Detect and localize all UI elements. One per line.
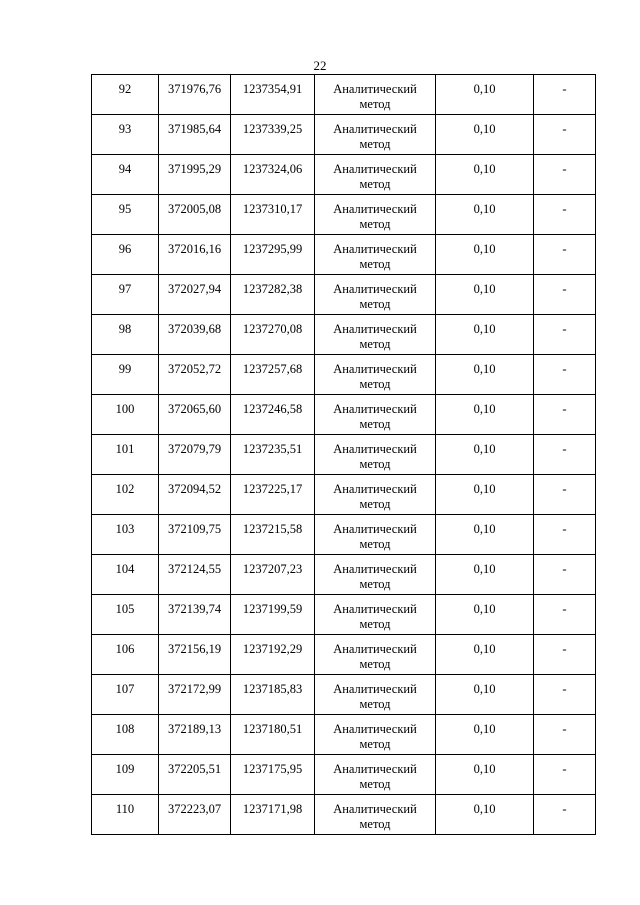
method-line-1: Аналитический xyxy=(333,722,417,736)
precision-cell: 0,10 xyxy=(436,595,534,635)
method-line-2: метод xyxy=(359,537,391,551)
note-cell: - xyxy=(534,595,596,635)
precision-cell: 0,10 xyxy=(436,515,534,555)
point-number-cell: 93 xyxy=(92,115,159,155)
method-line-2: метод xyxy=(359,737,391,751)
note-cell: - xyxy=(534,395,596,435)
precision-cell: 0,10 xyxy=(436,395,534,435)
y-coordinate-cell: 1237354,91 xyxy=(231,75,315,115)
method-line-2: метод xyxy=(359,497,391,511)
method-cell xyxy=(315,235,436,275)
y-coordinate-cell: 1237257,68 xyxy=(231,355,315,395)
x-coordinate-cell: 372205,51 xyxy=(159,755,231,795)
method-cell xyxy=(315,555,436,595)
method-line-2: метод xyxy=(359,97,391,111)
method-line-2: метод xyxy=(359,697,391,711)
method-line-2: метод xyxy=(359,817,391,831)
method-line-1: Аналитический xyxy=(333,282,417,296)
coordinates-table-body xyxy=(92,75,596,835)
note-cell: - xyxy=(534,155,596,195)
table-row xyxy=(92,275,596,315)
method-cell xyxy=(315,515,436,555)
x-coordinate-cell: 372109,75 xyxy=(159,515,231,555)
note-cell: - xyxy=(534,515,596,555)
x-coordinate-cell: 372156,19 xyxy=(159,635,231,675)
note-cell: - xyxy=(534,715,596,755)
x-coordinate-cell: 371976,76 xyxy=(159,75,231,115)
precision-cell: 0,10 xyxy=(436,155,534,195)
table-row xyxy=(92,635,596,675)
precision-cell: 0,10 xyxy=(436,635,534,675)
table-row xyxy=(92,555,596,595)
y-coordinate-cell: 1237199,59 xyxy=(231,595,315,635)
x-coordinate-cell: 372094,52 xyxy=(159,475,231,515)
y-coordinate-cell: 1237171,98 xyxy=(231,795,315,835)
point-number-cell: 107 xyxy=(92,675,159,715)
method-line-1: Аналитический xyxy=(333,402,417,416)
point-number-cell: 95 xyxy=(92,195,159,235)
method-line-1: Аналитический xyxy=(333,122,417,136)
precision-cell: 0,10 xyxy=(436,235,534,275)
method-line-1: Аналитический xyxy=(333,642,417,656)
y-coordinate-cell: 1237180,51 xyxy=(231,715,315,755)
point-number-cell: 99 xyxy=(92,355,159,395)
point-number-cell: 100 xyxy=(92,395,159,435)
y-coordinate-cell: 1237185,83 xyxy=(231,675,315,715)
y-coordinate-cell: 1237225,17 xyxy=(231,475,315,515)
table-row xyxy=(92,155,596,195)
method-cell xyxy=(315,355,436,395)
y-coordinate-cell: 1237339,25 xyxy=(231,115,315,155)
note-cell: - xyxy=(534,315,596,355)
note-cell: - xyxy=(534,435,596,475)
method-line-1: Аналитический xyxy=(333,442,417,456)
method-line-2: метод xyxy=(359,657,391,671)
method-line-1: Аналитический xyxy=(333,82,417,96)
y-coordinate-cell: 1237207,23 xyxy=(231,555,315,595)
method-line-1: Аналитический xyxy=(333,242,417,256)
x-coordinate-cell: 372079,79 xyxy=(159,435,231,475)
method-cell xyxy=(315,635,436,675)
method-line-2: метод xyxy=(359,137,391,151)
method-line-2: метод xyxy=(359,577,391,591)
table-row xyxy=(92,595,596,635)
x-coordinate-cell: 371995,29 xyxy=(159,155,231,195)
method-line-2: метод xyxy=(359,457,391,471)
method-line-2: метод xyxy=(359,217,391,231)
x-coordinate-cell: 371985,64 xyxy=(159,115,231,155)
coordinates-table xyxy=(91,74,596,835)
x-coordinate-cell: 372065,60 xyxy=(159,395,231,435)
point-number-cell: 96 xyxy=(92,235,159,275)
table-row xyxy=(92,435,596,475)
method-line-1: Аналитический xyxy=(333,602,417,616)
method-line-2: метод xyxy=(359,177,391,191)
table-row xyxy=(92,675,596,715)
method-cell xyxy=(315,715,436,755)
precision-cell: 0,10 xyxy=(436,275,534,315)
method-cell xyxy=(315,75,436,115)
x-coordinate-cell: 372005,08 xyxy=(159,195,231,235)
method-line-1: Аналитический xyxy=(333,162,417,176)
table-row xyxy=(92,715,596,755)
note-cell: - xyxy=(534,235,596,275)
note-cell: - xyxy=(534,115,596,155)
precision-cell: 0,10 xyxy=(436,355,534,395)
note-cell: - xyxy=(534,795,596,835)
y-coordinate-cell: 1237270,08 xyxy=(231,315,315,355)
table-row xyxy=(92,795,596,835)
method-line-1: Аналитический xyxy=(333,322,417,336)
method-cell xyxy=(315,795,436,835)
x-coordinate-cell: 372124,55 xyxy=(159,555,231,595)
x-coordinate-cell: 372039,68 xyxy=(159,315,231,355)
table-row xyxy=(92,755,596,795)
method-cell xyxy=(315,275,436,315)
y-coordinate-cell: 1237246,58 xyxy=(231,395,315,435)
method-line-1: Аналитический xyxy=(333,362,417,376)
precision-cell: 0,10 xyxy=(436,195,534,235)
method-line-2: метод xyxy=(359,377,391,391)
method-line-1: Аналитический xyxy=(333,562,417,576)
note-cell: - xyxy=(534,675,596,715)
table-row xyxy=(92,315,596,355)
method-line-1: Аналитический xyxy=(333,482,417,496)
point-number-cell: 110 xyxy=(92,795,159,835)
point-number-cell: 105 xyxy=(92,595,159,635)
note-cell: - xyxy=(534,475,596,515)
table-row xyxy=(92,115,596,155)
y-coordinate-cell: 1237175,95 xyxy=(231,755,315,795)
method-cell xyxy=(315,755,436,795)
table-row xyxy=(92,75,596,115)
method-line-1: Аналитический xyxy=(333,202,417,216)
precision-cell: 0,10 xyxy=(436,555,534,595)
precision-cell: 0,10 xyxy=(436,75,534,115)
method-line-2: метод xyxy=(359,777,391,791)
precision-cell: 0,10 xyxy=(436,475,534,515)
y-coordinate-cell: 1237215,58 xyxy=(231,515,315,555)
note-cell: - xyxy=(534,75,596,115)
point-number-cell: 102 xyxy=(92,475,159,515)
y-coordinate-cell: 1237235,51 xyxy=(231,435,315,475)
note-cell: - xyxy=(534,355,596,395)
method-line-2: метод xyxy=(359,257,391,271)
table-row xyxy=(92,355,596,395)
precision-cell: 0,10 xyxy=(436,115,534,155)
point-number-cell: 106 xyxy=(92,635,159,675)
method-line-1: Аналитический xyxy=(333,762,417,776)
x-coordinate-cell: 372172,99 xyxy=(159,675,231,715)
method-cell xyxy=(315,475,436,515)
table-row xyxy=(92,395,596,435)
point-number-cell: 94 xyxy=(92,155,159,195)
method-line-2: метод xyxy=(359,337,391,351)
note-cell: - xyxy=(534,195,596,235)
table-row xyxy=(92,475,596,515)
point-number-cell: 108 xyxy=(92,715,159,755)
point-number-cell: 98 xyxy=(92,315,159,355)
table-row xyxy=(92,235,596,275)
y-coordinate-cell: 1237295,99 xyxy=(231,235,315,275)
point-number-cell: 101 xyxy=(92,435,159,475)
note-cell: - xyxy=(534,755,596,795)
y-coordinate-cell: 1237192,29 xyxy=(231,635,315,675)
point-number-cell: 109 xyxy=(92,755,159,795)
x-coordinate-cell: 372027,94 xyxy=(159,275,231,315)
point-number-cell: 103 xyxy=(92,515,159,555)
table-row xyxy=(92,195,596,235)
method-cell xyxy=(315,155,436,195)
method-line-2: метод xyxy=(359,617,391,631)
x-coordinate-cell: 372139,74 xyxy=(159,595,231,635)
precision-cell: 0,10 xyxy=(436,435,534,475)
method-line-1: Аналитический xyxy=(333,682,417,696)
precision-cell: 0,10 xyxy=(436,315,534,355)
y-coordinate-cell: 1237282,38 xyxy=(231,275,315,315)
method-line-2: метод xyxy=(359,417,391,431)
method-line-2: метод xyxy=(359,297,391,311)
method-line-1: Аналитический xyxy=(333,522,417,536)
x-coordinate-cell: 372223,07 xyxy=(159,795,231,835)
method-cell xyxy=(315,435,436,475)
note-cell: - xyxy=(534,275,596,315)
page-number: 22 xyxy=(313,58,327,73)
point-number-cell: 97 xyxy=(92,275,159,315)
point-number-cell: 104 xyxy=(92,555,159,595)
x-coordinate-cell: 372189,13 xyxy=(159,715,231,755)
precision-cell: 0,10 xyxy=(436,675,534,715)
method-line-1: Аналитический xyxy=(333,802,417,816)
note-cell: - xyxy=(534,635,596,675)
method-cell xyxy=(315,195,436,235)
y-coordinate-cell: 1237310,17 xyxy=(231,195,315,235)
x-coordinate-cell: 372052,72 xyxy=(159,355,231,395)
method-cell xyxy=(315,315,436,355)
precision-cell: 0,10 xyxy=(436,715,534,755)
y-coordinate-cell: 1237324,06 xyxy=(231,155,315,195)
method-cell xyxy=(315,595,436,635)
x-coordinate-cell: 372016,16 xyxy=(159,235,231,275)
method-cell xyxy=(315,395,436,435)
note-cell: - xyxy=(534,555,596,595)
precision-cell: 0,10 xyxy=(436,795,534,835)
point-number-cell: 92 xyxy=(92,75,159,115)
method-cell xyxy=(315,675,436,715)
table-row xyxy=(92,515,596,555)
precision-cell: 0,10 xyxy=(436,755,534,795)
method-cell xyxy=(315,115,436,155)
